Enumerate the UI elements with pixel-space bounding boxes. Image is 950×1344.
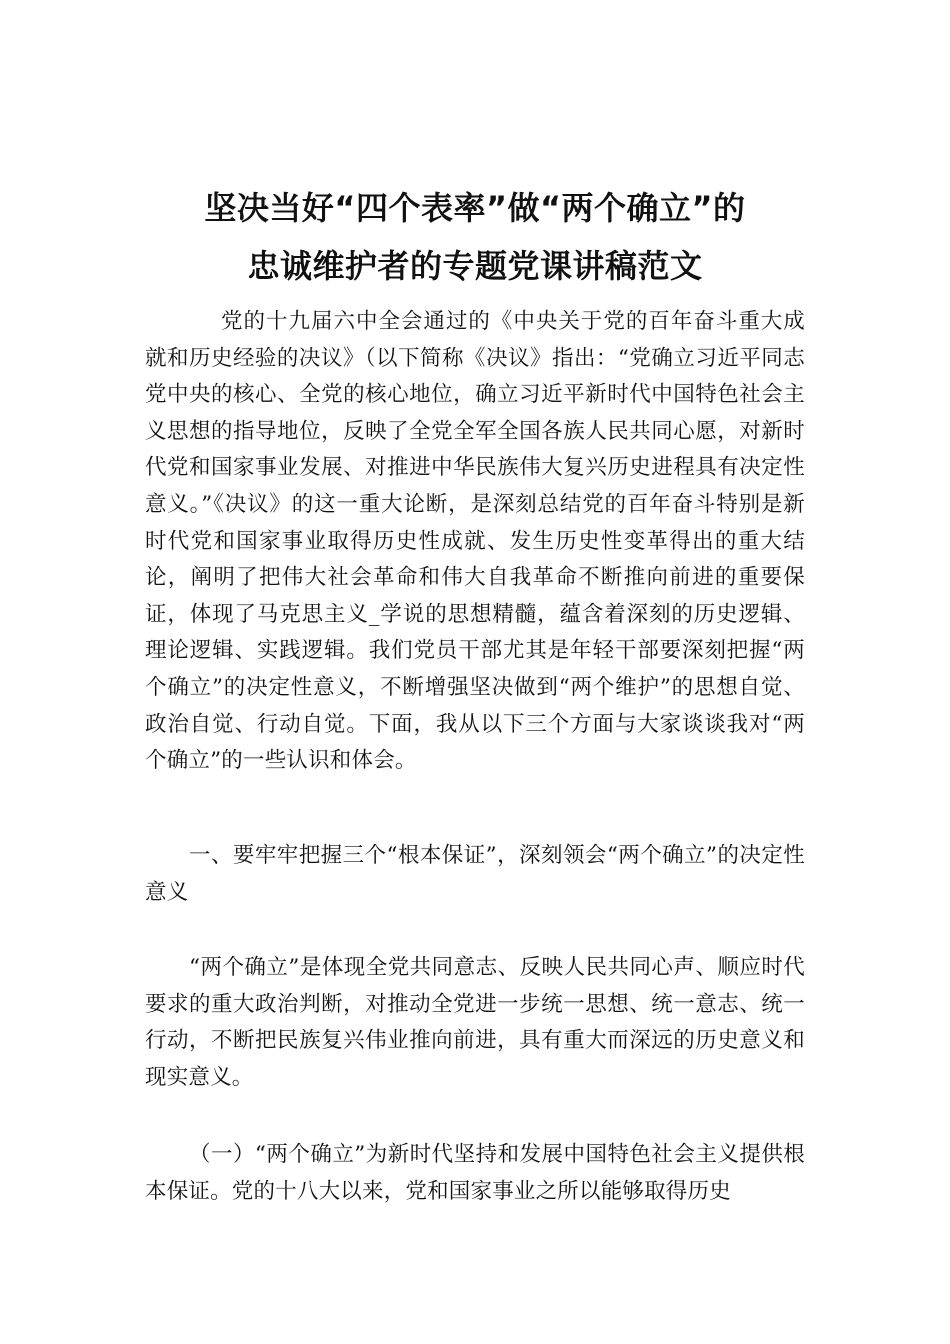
document-title-line-2: 忠诚维护者的专题党课讲稿范文 bbox=[247, 247, 703, 285]
section-heading-1: 一、要牢牢把握三个“根本保证”，深刻领会“两个确立”的决定性意义 bbox=[145, 843, 805, 905]
section-1-paragraph: “两个确立”是体现全党共同意志、反映人民共同心声、顺应时代要求的重大政治判断，对推动全党进一步统一思想、统一意志、统一行动，不断把民族复兴伟业推向前进，具有重大而深远的历史意义和现实意义。 bbox=[145, 955, 805, 1090]
intro-paragraph: 党的十九届六中全会通过的《中央关于党的百年奋斗重大成就和历史经验的决议》（以下简称《决议》指出：“党确立习近平同志党中央的核心、全党的核心地位，确立习近平新时代中国特色社会主义思想的指导地位，反映了全党全军全国各族人民共同心愿，对新时代党和国家事业发展、对推进中华民族伟大复兴历史进程具有决定性意义。”《决议》的这一重大论断，是深刻总结党的百年奋斗特别是新时代党和国家事业取得历史性成就、发生历史性变革得出的重大结论，阐明了把伟大社会革命和伟大自我革命不断推向前进的重要保证，体现了马克思主义_学说的思想精髓，蕴含着深刻的历史逻辑、理论逻辑、实践逻辑。我们党员干部尤其是年轻干部要深刻把握“两个确立”的决定性意义，不断增强坚决做到“两个维护”的思想自觉、政治自觉、行动自觉。下面，我从以下三个方面与大家谈谈我对“两个确立”的一些认识和体会。 bbox=[145, 309, 805, 774]
document-title-line-1: 坚决当好“四个表率”做“两个确立”的 bbox=[204, 189, 746, 227]
subsection-1-paragraph: （一）“两个确立”为新时代坚持和发展中国特色社会主义提供根本保证。党的十八大以来，党和国家事业之所以能够取得历史 bbox=[145, 1142, 805, 1204]
